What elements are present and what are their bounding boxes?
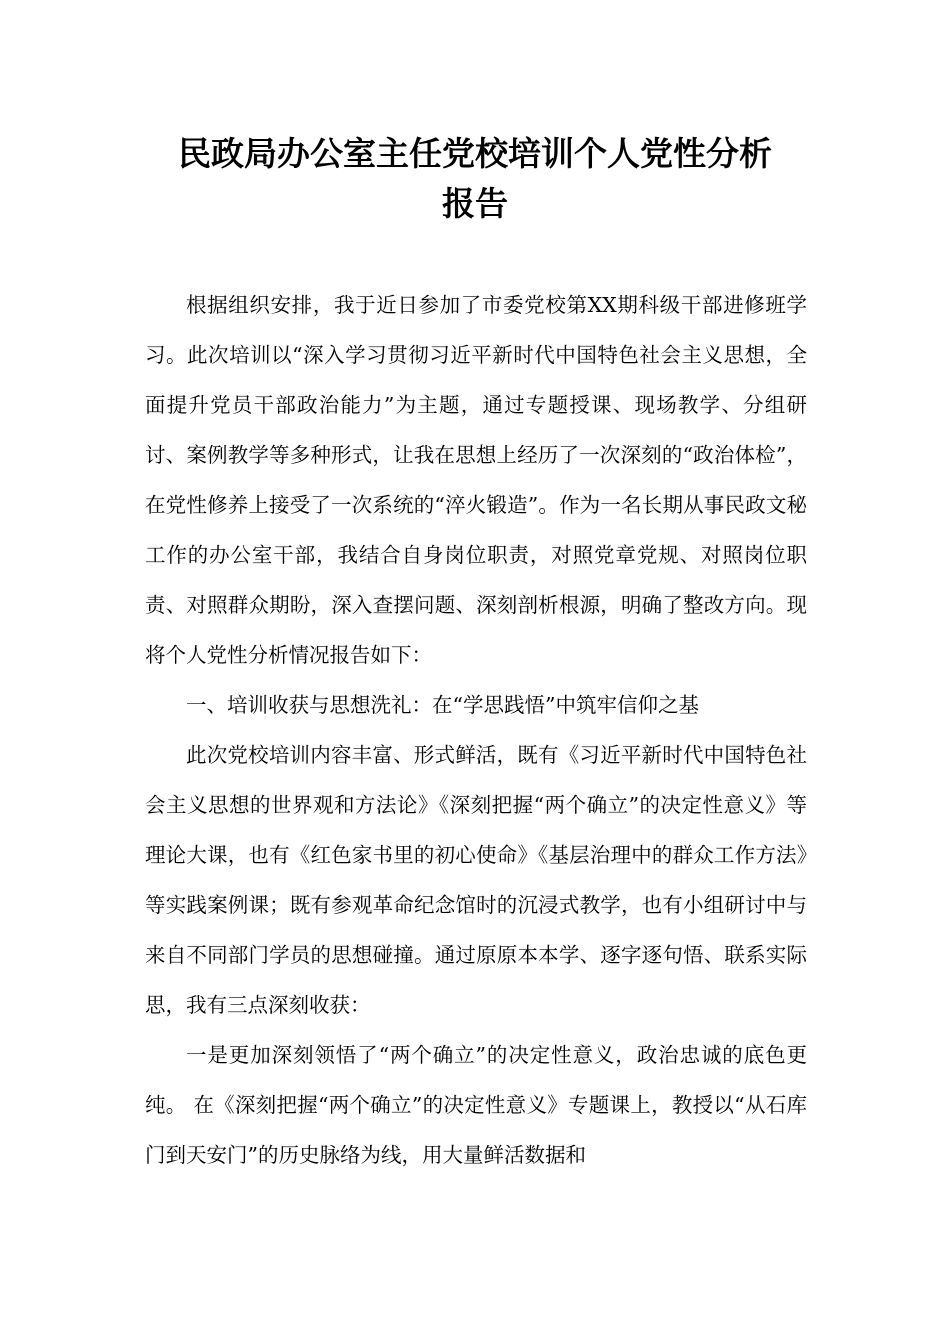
document-title-line-2: 报告: [442, 184, 508, 223]
paragraph-point-1: 一是更加深刻领悟了“两个确立”的决定性意义，政治忠诚的底色更纯。 在《深刻把握“两个确立”的决定性意义》专题课上，教授以“从石库门到天安门”的历史脉络为线，用大量鲜活数据和: [145, 1043, 807, 1167]
paragraph-intro: 根据组织安排，我于近日参加了市委党校第XX期科级干部进修班学习。此次培训以“深入学习贯彻习近平新时代中国特色社会主义思想，全面提升党员干部政治能力”为主题，通过专题授课、现场教学、分组研讨、案例教学等多种形式，让我在思想上经历了一次深刻的“政治体检”，在党性修养上接受了一次系统的“淬火锻造”。作为一名长期从事民政文秘工作的办公室干部，我结合自身岗位职责，对照党章党规、对照岗位职责、对照群众期盼，深入查摆问题、深刻剖析根源，明确了整改方向。现将个人党性分析情况报告如下：: [145, 293, 807, 667]
paragraph-section-1: 此次党校培训内容丰富、形式鲜活，既有《习近平新时代中国特色社会主义思想的世界观和方法论》《深刻把握“两个确立”的决定性意义》等理论大课，也有《红色家书里的初心使命》《基层治理中的群众工作方法》等实践案例课；既有参观革命纪念馆时的沉浸式教学，也有小组研讨中与来自不同部门学员的思想碰撞。通过原原本本学、逐字逐句悟、联系实际思，我有三点深刻收获：: [145, 743, 807, 1017]
document-title-line-1: 民政局办公室主任党校培训个人党性分析: [178, 134, 772, 173]
section-heading-1: 一、培训收获与思想洗礼：在“学思践悟”中筑牢信仰之基: [186, 693, 699, 717]
document-body: [145, 280, 807, 1180]
